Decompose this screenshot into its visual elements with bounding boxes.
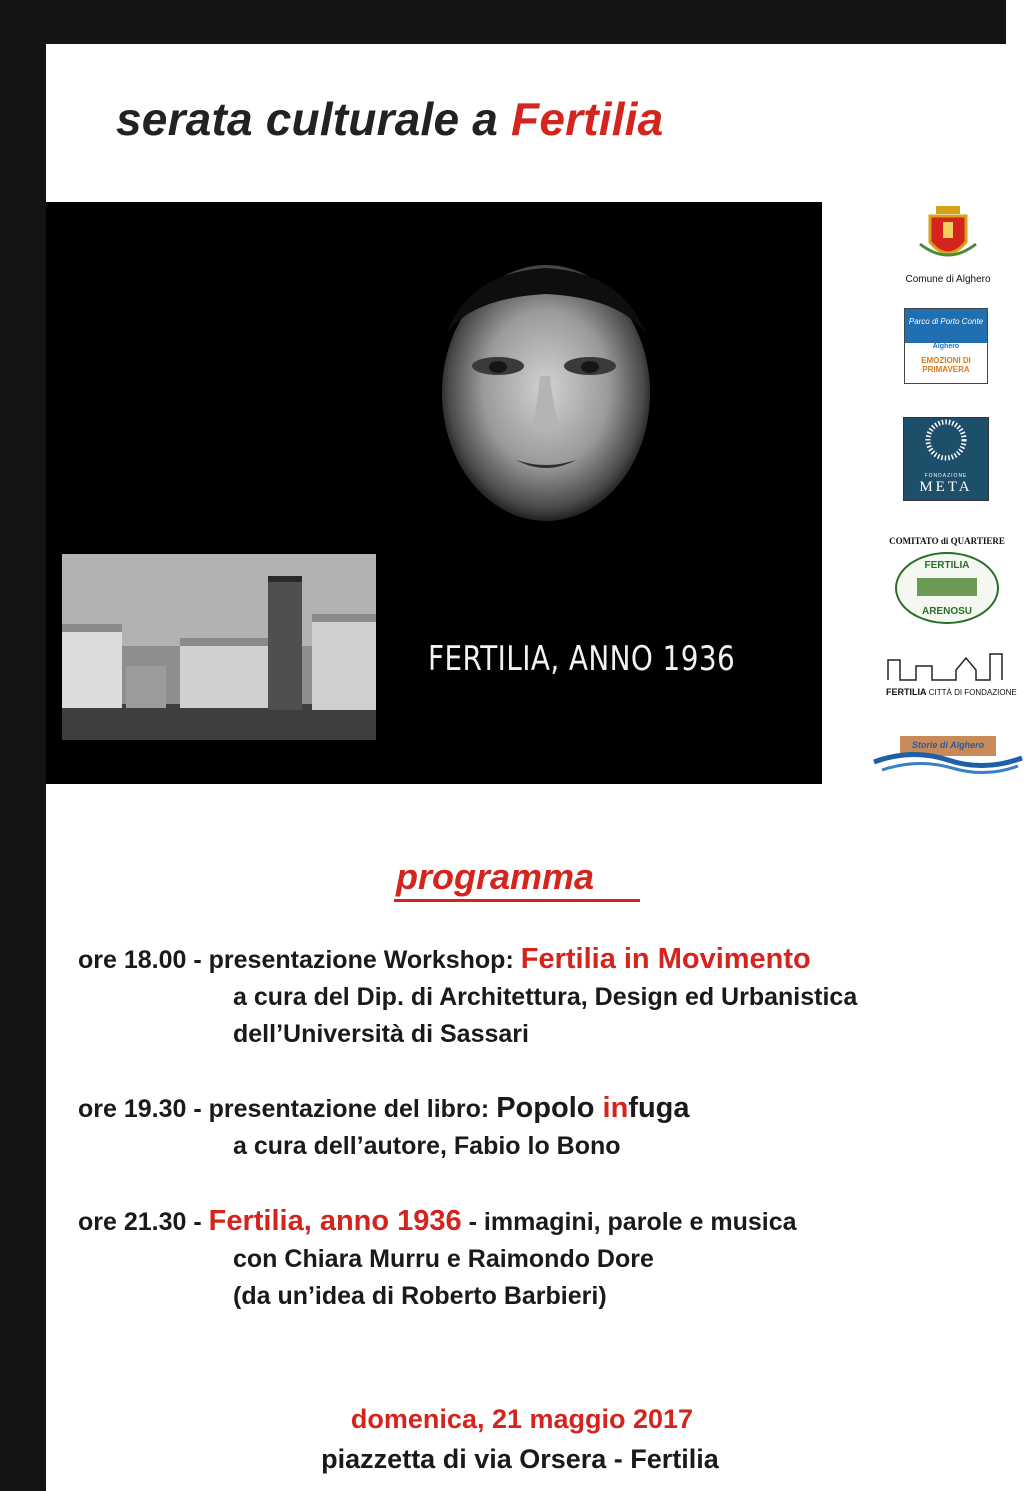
fondazione-meta-logo [903, 417, 989, 501]
programma-underline [394, 899, 640, 902]
comune-alghero-logo [898, 204, 998, 285]
event-date: domenica, 21 maggio 2017 [350, 1404, 694, 1434]
event-detail: (da un’idea di Roberto Barbieri) [233, 1282, 607, 1310]
event-suffix: - immagini, parole e musica [461, 1208, 797, 1236]
top-frame-bar [0, 0, 1006, 44]
coat-of-arms-icon [898, 204, 998, 266]
programma-heading: programma [396, 856, 595, 897]
skyline-icon [886, 652, 1010, 682]
left-frame-bar [0, 0, 46, 1491]
fondazione-sub: CITTÀ DI FONDAZIONE [928, 688, 1017, 697]
event-detail: dell’Università di Sassari [233, 1020, 529, 1048]
book-title-part: Popolo [496, 1092, 603, 1124]
storie-label: Storie di Alghero [911, 740, 985, 750]
sunburst-icon [904, 418, 988, 468]
parco-name: Parco di Porto Conte [905, 309, 987, 343]
event-highlight: Fertilia in Movimento [520, 943, 811, 975]
event-place: piazzetta di via Orsera - Fertilia [321, 1444, 719, 1474]
event-detail: a cura dell’autore, Fabio lo Bono [233, 1132, 621, 1160]
title-accent: Fertilia [511, 93, 664, 145]
title-prefix: serata culturale a [116, 93, 512, 145]
event-time: ore 21.30 - [78, 1208, 209, 1236]
parco-city: Alghero [932, 343, 960, 350]
meta-small-label: FONDAZIONE [924, 473, 968, 479]
storie-di-alghero-logo [872, 734, 1024, 780]
poster-title [116, 92, 663, 146]
fondazione-name: FERTILIA [886, 687, 927, 697]
parco-event: EMOZIONI DI PRIMAVERA [921, 356, 971, 374]
comitato-heading: COMITATO di QUARTIERE [889, 536, 1005, 546]
event-intro: presentazione Workshop: [208, 946, 521, 974]
comitato-quartiere-logo [888, 536, 1006, 624]
meta-label: META [919, 479, 973, 495]
event-time: ore 18.00 - [78, 946, 209, 974]
hero-photo-panel [46, 202, 822, 784]
event-intro: presentazione del libro: [208, 1095, 497, 1123]
town-silhouette-icon [917, 578, 977, 596]
comitato-top-label: FERTILIA [924, 560, 970, 571]
book-title-part: in [602, 1092, 629, 1124]
fertilia-citta-fondazione-logo [886, 652, 1017, 697]
comune-caption: Comune di Alghero [905, 274, 991, 285]
event-1800 [78, 941, 857, 1053]
parco-porto-conte-logo [904, 308, 988, 384]
event-highlight: Fertilia, anno 1936 [208, 1205, 462, 1237]
event-time: ore 19.30 - [78, 1095, 209, 1123]
comitato-badge [895, 552, 999, 624]
woman-face-image [440, 264, 652, 522]
fertilia-1936-photo [62, 554, 376, 740]
event-detail: con Chiara Murru e Raimondo Dore [233, 1245, 654, 1273]
hero-caption: FERTILIA, ANNO 1936 [428, 639, 736, 679]
event-1930 [78, 1090, 690, 1165]
event-2130 [78, 1203, 797, 1315]
event-detail: a cura del Dip. di Architettura, Design ed Urbanistica [233, 983, 858, 1011]
comitato-bottom-label: ARENOSU [921, 606, 972, 617]
book-title-part: fuga [628, 1092, 690, 1124]
